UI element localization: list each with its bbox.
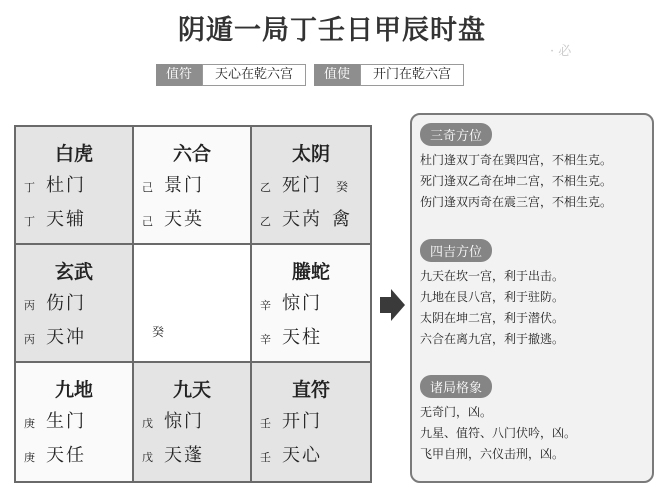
star-stem: 庚: [24, 451, 35, 464]
door-stem: 丙: [24, 299, 35, 312]
page-title: 阴遁一局丁壬日甲辰时盘: [178, 15, 486, 46]
door-label: 惊门: [282, 293, 322, 314]
door-stem: 壬: [260, 417, 271, 430]
deity-label: 螣蛇: [291, 261, 330, 283]
center-palace: [133, 244, 251, 362]
arrow-right-icon: [378, 288, 406, 322]
siji-line: 九天在坎一宫，利于出击。: [420, 269, 565, 283]
deity-label: 六合: [172, 143, 211, 165]
door-label: 开门: [282, 411, 322, 432]
deity-label: 九地: [54, 379, 93, 401]
extra-stem: 癸: [336, 180, 349, 194]
door-label: 死门: [282, 175, 322, 196]
star-stem: 辛: [260, 333, 271, 346]
palace-cell: [251, 244, 371, 362]
palace-cell: [251, 362, 371, 482]
deity-label: 白虎: [54, 143, 93, 165]
sanqi-line: 杜门逢双丁奇在巽四宫，不相生克。: [420, 153, 613, 167]
door-label: 杜门: [46, 175, 86, 196]
star-stem: 丁: [24, 215, 35, 228]
door-stem: 乙: [260, 181, 271, 194]
star-label: 天任: [46, 445, 86, 466]
star-stem: 丙: [24, 333, 35, 346]
palace-cell: [15, 244, 133, 362]
zhishi-value: 开门在乾六宫: [360, 64, 464, 86]
siji-line: 九地在艮八宫，利于驻防。: [420, 290, 565, 304]
star-stem: 壬: [260, 451, 271, 464]
star-label: 天辅: [46, 209, 86, 230]
star-label: 天冲: [46, 327, 86, 348]
sanqi-section: [420, 123, 612, 213]
door-stem: 己: [142, 181, 153, 194]
geju-line: 九星、值符、八门伏吟，凶。: [420, 426, 577, 440]
deity-label: 玄武: [54, 261, 93, 283]
star-label: 天英: [164, 209, 204, 230]
palace-cell: [251, 126, 371, 244]
door-label: 惊门: [164, 411, 204, 432]
sanqi-line: 伤门逢双丙奇在震三宫，不相生克。: [420, 195, 613, 209]
deity-label: 九天: [172, 379, 211, 401]
geju-line: 无奇门，凶。: [420, 405, 493, 419]
door-stem: 丁: [24, 181, 35, 194]
geju-line: 飞甲自刑，六仪击刑，凶。: [420, 447, 565, 461]
door-stem: 辛: [260, 299, 271, 312]
palace-cell: [15, 126, 133, 244]
sanqi-line: 死门逢双乙奇在坤二宫，不相生克。: [420, 174, 613, 188]
extra-star: 禽: [332, 209, 350, 230]
palace-grid: [14, 125, 372, 483]
palace-cell: [15, 362, 133, 482]
door-stem: 戊: [142, 417, 153, 430]
door-stem: 庚: [24, 417, 35, 430]
deity-label: 直符: [291, 379, 330, 401]
zhifu-value: 天心在乾六宫: [202, 64, 306, 86]
door-label: 生门: [46, 411, 86, 432]
deity-label: 太阴: [291, 143, 330, 165]
zhishi-label: 值使: [314, 64, 360, 86]
palace-cell: [133, 126, 251, 244]
analysis-panel: [410, 113, 654, 483]
siji-line: 太阴在坤二宫，利于潜伏。: [420, 311, 565, 325]
geju-title: 诸局格象: [420, 375, 492, 398]
star-stem: 己: [142, 215, 153, 228]
zhifu-label: 值符: [156, 64, 202, 86]
palace-cell: [133, 362, 251, 482]
center-stem: 癸: [152, 325, 165, 339]
door-label: 伤门: [46, 293, 86, 314]
star-label: 天蓬: [164, 445, 204, 466]
door-label: 景门: [164, 175, 204, 196]
geju-section: [420, 375, 576, 465]
star-label: 天芮: [282, 209, 322, 230]
siji-line: 六合在离九宫，利于撤逃。: [420, 332, 565, 346]
star-label: 天心: [282, 445, 322, 466]
star-stem: 乙: [260, 215, 271, 228]
sanqi-title: 三奇方位: [420, 123, 492, 146]
siji-section: [420, 239, 564, 350]
star-label: 天柱: [282, 327, 322, 348]
siji-title: 四吉方位: [420, 239, 492, 262]
star-stem: 戊: [142, 451, 153, 464]
duty-info-bar: [156, 64, 464, 86]
